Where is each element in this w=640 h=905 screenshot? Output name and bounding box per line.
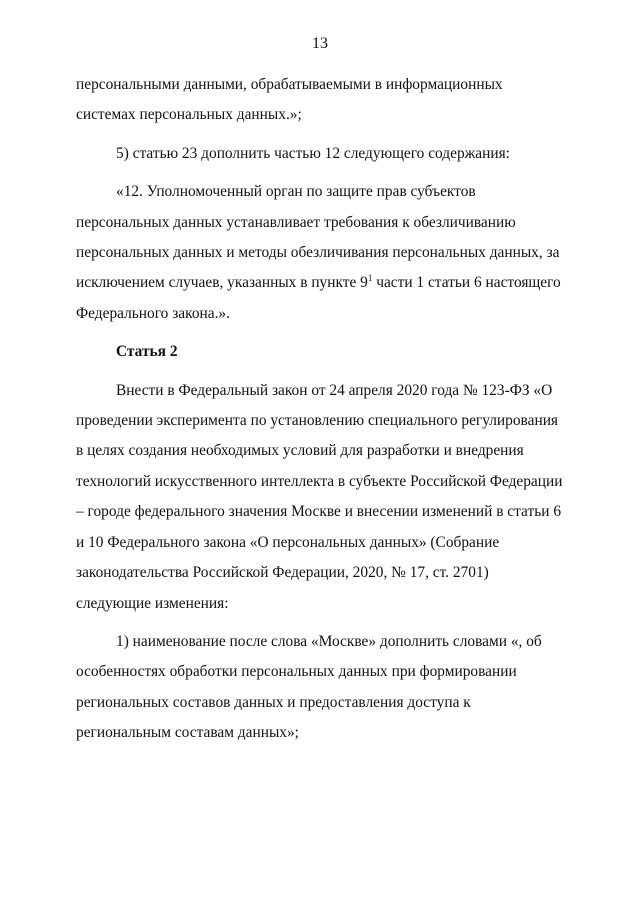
paragraph-article-2: Внести в Федеральный закон от 24 апреля 2020 года № 123-ФЗ «О проведении эксперимента по установлению специального регулирования в целях создания необходимых условий для разработки и внедрения технологий искусственного интеллекта в субъекте Российской Федерации – городе федерального значения Москве и внесении изменений в статьи 6 и 10 Федерального закона «О персональных данных» (Собрание законодательства Российской Федерации, 2020, № 17, ст. 2701) следующие изменения:	[76, 381, 563, 612]
document-body	[76, 70, 566, 749]
paragraph-continuation: персональными данными, обрабатываемыми в информационных системах персональных данных.»;	[76, 76, 503, 124]
page-number: 13	[312, 35, 328, 52]
part-12-text: «12. Уполномоченный орган по защите прав субъектов персональных данных устанавливает требования к обезличиванию персональных данных и методы обезличивания персональных данных, за исключением случаев, указанных в пункте 9	[76, 183, 560, 292]
paragraph-item-5: 5) статью 23 дополнить частью 12 следующего содержания:	[116, 144, 510, 162]
paragraph-part-12	[76, 177, 566, 329]
paragraph-item-1: 1) наименование после слова «Москве» дополнить словами «, об особенностях обработки персональных данных при формировании региональных составов данных и предоставления доступа к региональным составам данных»;	[76, 632, 542, 742]
article-heading: Статья 2	[116, 343, 178, 361]
part-12-text-end: части 1 статьи 6 настоящего Федерального закона.».	[76, 274, 561, 322]
superscript: 1	[367, 273, 373, 284]
